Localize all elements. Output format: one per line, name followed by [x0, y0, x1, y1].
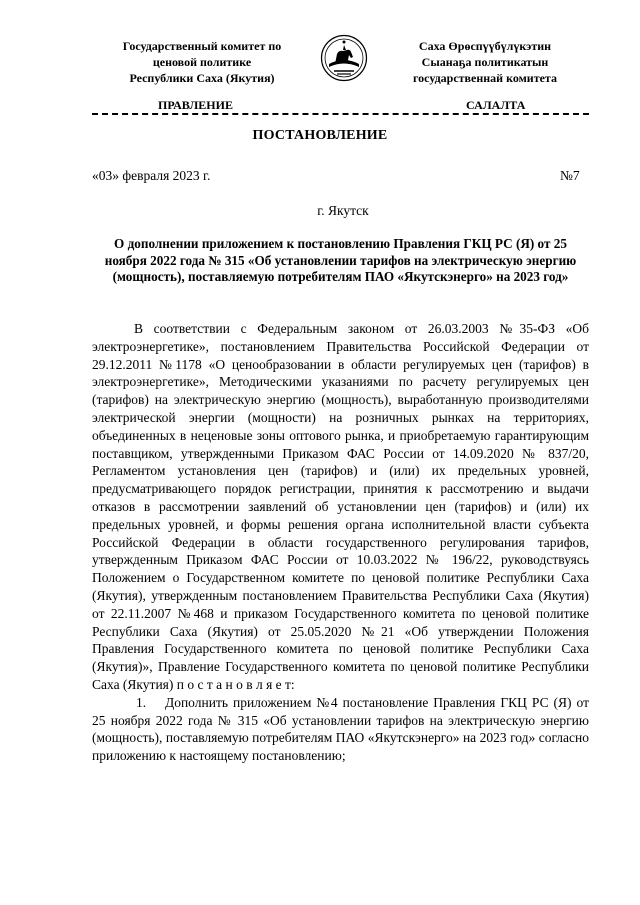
header-right-line-3: государственнай комитета [413, 71, 557, 85]
header-divider [92, 113, 589, 115]
coat-of-arms-icon [320, 34, 368, 82]
header-right-block [380, 38, 590, 86]
document-date: «03» февраля 2023 г. [92, 168, 211, 183]
header-left-line-3: Республики Саха (Якутия) [129, 71, 275, 85]
list-item-text: Дополнить приложением №4 постановление Правления ГКЦ РС (Я) от 25 ноября 2022 года № 315 «Об установлении тарифов на электрическую энергию (мощность), поставляемую потребителям ПАО «Якутскэнерго» на 2023 год» согласно приложению к настоящему постановлению; [92, 694, 589, 764]
header-right-line-2: Сыанаҕа политикатын [421, 55, 549, 69]
document-subject: О дополнении приложением к постановлению Правления ГКЦ РС (Я) от 25 ноября 2022 года № 315 «Об установлении тарифов на электрическую энергию (мощность), поставляемую потребителям ПАО «Якутскэнерго» на 2023 год» [104, 236, 577, 284]
header-right-line-1: Саха Өрөспүүбүлүкэтин [418, 39, 552, 53]
document-title: ПОСТАНОВЛЕНИЕ [252, 128, 388, 143]
header-left-line-1: Государственный комитет по [122, 39, 282, 53]
header-left-line-2: ценовой политике [152, 55, 252, 69]
board-label-yakut: САЛАЛТА [466, 98, 526, 112]
board-label-russian: ПРАВЛЕНИЕ [158, 98, 233, 112]
document-number: №7 [560, 168, 580, 183]
list-item [92, 694, 589, 765]
header-left-block [97, 38, 307, 86]
document-body [92, 320, 589, 765]
body-paragraph: В соответствии с Федеральным законом от 26.03.2003 №35-ФЗ «Об электроэнергетике», постановлением Правительства Российской Федерации от 29.12.2011 №1178 «О ценообразовании в области регулируемых цен (тарифов) в электроэнергетике», Методическими указаниями по расчету регулируемых цен (тарифов) на электрическую энергию (мощность), выработанную производителями электрической энергии (мощности) на розничных рынках на территориях, объединенных в неценовые зоны оптового рынка, и приобретаемую гарантирующим поставщиком, утвержденными Приказом ФАС России от 14.09.2020 № 837/20, Регламентом установления цен (тарифов) и (или) их предельных уровней, предусматривающего порядок регистрации, принятия к рассмотрению и выдачи отказов в рассмотрении заявлений об установлении цен (тарифов) и (или) их предельных уровней, и формы решения органа исполнительной власти субъекта Российской Федерации в области государственного регулирования тарифов, утвержденным Приказом ФАС России от 10.03.2022 № 196/22, руководствуясь Положением о Государственном комитете по ценовой политике Республики Саха (Якутия), утвержденным постановлением Правительства Республики Саха (Якутия) от 22.11.2007 №468 и приказом Государственного комитета по ценовой политике Республики Саха (Якутия) от 25.05.2020 №21 «Об утверждении Положения Правления Государственного комитета по ценовой политике Республики Саха (Якутия)», Правление Государственного комитета по ценовой политике Республики Саха (Якутия) п о с т а н о в л я е т: [92, 321, 589, 692]
list-item-number: 1. [136, 694, 147, 710]
document-city: г. Якутск [317, 203, 369, 218]
